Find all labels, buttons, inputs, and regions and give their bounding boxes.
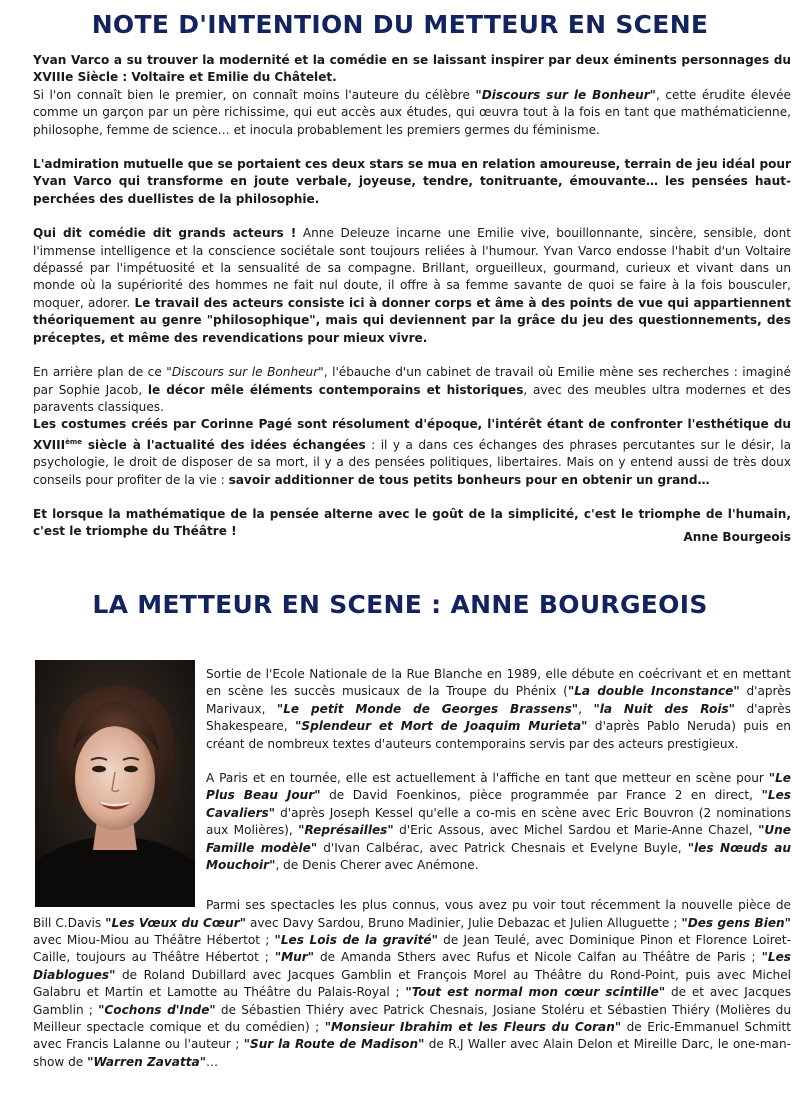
intent-paragraph-5: Les costumes créés par Corinne Pagé sont résolument d'époque, l'intérêt étant de confronter l'esthétique du XVIIIème siècle à l'actualité des idées échangées : il y a dans ces échanges des phrases percutantes sur le désir, la psychologie, le droit de disposer de sa mort, il y a des pensées politiques, libertaires. Mais on y entend aussi de très doux conseils pour profiter de la vie : savoir additionner de tous petits bonheurs pour en obtenir un grand… [33, 417, 791, 487]
intent-paragraph-3: Qui dit comédie dit grands acteurs ! Anne Deleuze incarne une Emilie vive, bouillonnante, sincère, sensible, dont l'immense intelligence et la conscience sociétale sont toujours reliées à l'humour. Yvan Varco endosse l'habit d'un Voltaire dépassé par l'impétuosité et la sensualité de sa compagne. Brillant, orgueilleux, gourmand, curieux et vivant dans un monde où la supériorité des hommes ne fait nul doute, il offre à sa femme savante de quoi se faire à la fois bousculer, moquer, adorer. Le travail des acteurs consiste ici à donner corps et âme à des points de vue qui appartiennent théoriquement au genre "philosophique", mais qui deviennent par la grâce du jeu des questionnements, des préceptes, et même des revendications pour mieux vivre. [33, 226, 791, 345]
intent-paragraph-2: L'admiration mutuelle que se portaient ces deux stars se mua en relation amoureuse, terrain de jeu idéal pour Yvan Varco qui transforme en joute verbale, joyeuse, tendre, tonitruante, émouvante… les pensées haut-perchées des duellistes de la philosophie. [33, 157, 791, 206]
bio-intro [206, 666, 791, 874]
bio-paragraph-1: Sortie de l'Ecole Nationale de la Rue Blanche en 1989, elle débute en coécrivant et en mettant en scène les succès musicaux de la Troupe du Phénix ("La double Inconstance" d'après Marivaux, "Le petit Monde de Georges Brassens", "la Nuit des Rois" d'après Shakespeare, "Splendeur et Mort de Joaquim Murieta" d'après Pablo Neruda) puis en créant de nombreux textes d'auteurs contemporains servis par des acteurs prestigieux. [206, 667, 791, 751]
bio-title: LA METTEUR EN SCENE : ANNE BOURGEOIS [92, 590, 708, 619]
bio-paragraph-3: Parmi ses spectacles les plus connus, vous avez pu voir tout récemment la nouvelle pièce de Bill C.Davis "Les Vœux du Cœur" avec Davy Sardou, Bruno Madinier, Julie Debazac et Julien Alluguette ; "Des gens Bien" avec Miou-Miou au Théâtre Hébertot ; "Les Lois de la gravité" de Jean Teulé, avec Dominique Pinon et Florence Loiret-Caille, toujours au Théâtre Hébertot ; "Mur" de Amanda Sthers avec Rufus et Nicole Calfan au Théâtre de Paris ; "Les Diablogues" de Roland Dubillard avec Jacques Gamblin et François Morel au Théâtre du Rond-Point, puis avec Michel Galabru et Martin et Lamotte au Théâtre du Palais-Royal ; "Tout est normal mon cœur scintille" de et avec Jacques Gamblin ; "Cochons d'Inde" de Sébastien Thiéry avec Patrick Chesnais, Josiane Stoléru et Sébastien Thiéry (Molières du Meilleur spectacle comique et du comédien) ; "Monsieur Ibrahim et les Fleurs du Coran" de Eric-Emmanuel Schmitt avec Francis Lalanne ou l'auteur ; "Sur la Route de Madison" de R.J Waller avec Alain Delon et Mireille Darc, le one-man-show de "Warren Zavatta"… [33, 898, 792, 1069]
bio-paragraph-2: A Paris et en tournée, elle est actuellement à l'affiche en tant que metteur en scène pour "Le Plus Beau Jour" de David Foenkinos, pièce programmée par France 2 en direct, "Les Cavaliers" d'après Joseph Kessel qu'elle a co-mis en scène avec Eric Bouvron (2 nominations aux Molières), "Représailles" d'Eric Assous, avec Michel Sardou et Marie-Anne Chazel, "Une Famille modèle" d'Ivan Calbérac, avec Patrick Chesnais et Evelyne Buyle, "les Nœuds au Mouchoir", de Denis Cherer avec Anémone. [206, 771, 791, 873]
bio-continued [33, 885, 791, 1083]
intent-paragraph-6: Et lorsque la mathématique de la pensée alterne avec le goût de la simplicité, c'est le triomphe de l'humain, c'est le triomphe du Théâtre ! [33, 506, 791, 539]
portrait-photo [35, 660, 195, 907]
intent-section [33, 52, 791, 541]
portrait-illustration [35, 660, 195, 907]
intent-paragraph-1: Yvan Varco a su trouver la modernité et la comédie en se laissant inspirer par deux éminents personnages du XVIIIe Siècle : Voltaire et Emilie du Châtelet. Si l'on connaît bien le premier, on connaît moins l'auteure du célèbre "Discours sur le Bonheur", cette érudite élevée comme un garçon par un père richissime, qui eut accès aux études, qui œuvra tout à la fois en tant que mathématicienne, philosophe, femme de science… et inocula probablement les premiers germes du féminisme. [33, 53, 791, 137]
signature: Anne Bourgeois [683, 530, 791, 544]
intent-paragraph-4: En arrière plan de ce "Discours sur le Bonheur", l'ébauche d'un cabinet de travail où Emilie mène ses recherches : imaginé par Sophie Jacob, le décor mêle éléments contemporains et historiques, avec des meubles ultra modernes et des paravents classiques. [33, 365, 791, 414]
note-title: NOTE D'INTENTION DU METTEUR EN SCENE [91, 10, 709, 39]
